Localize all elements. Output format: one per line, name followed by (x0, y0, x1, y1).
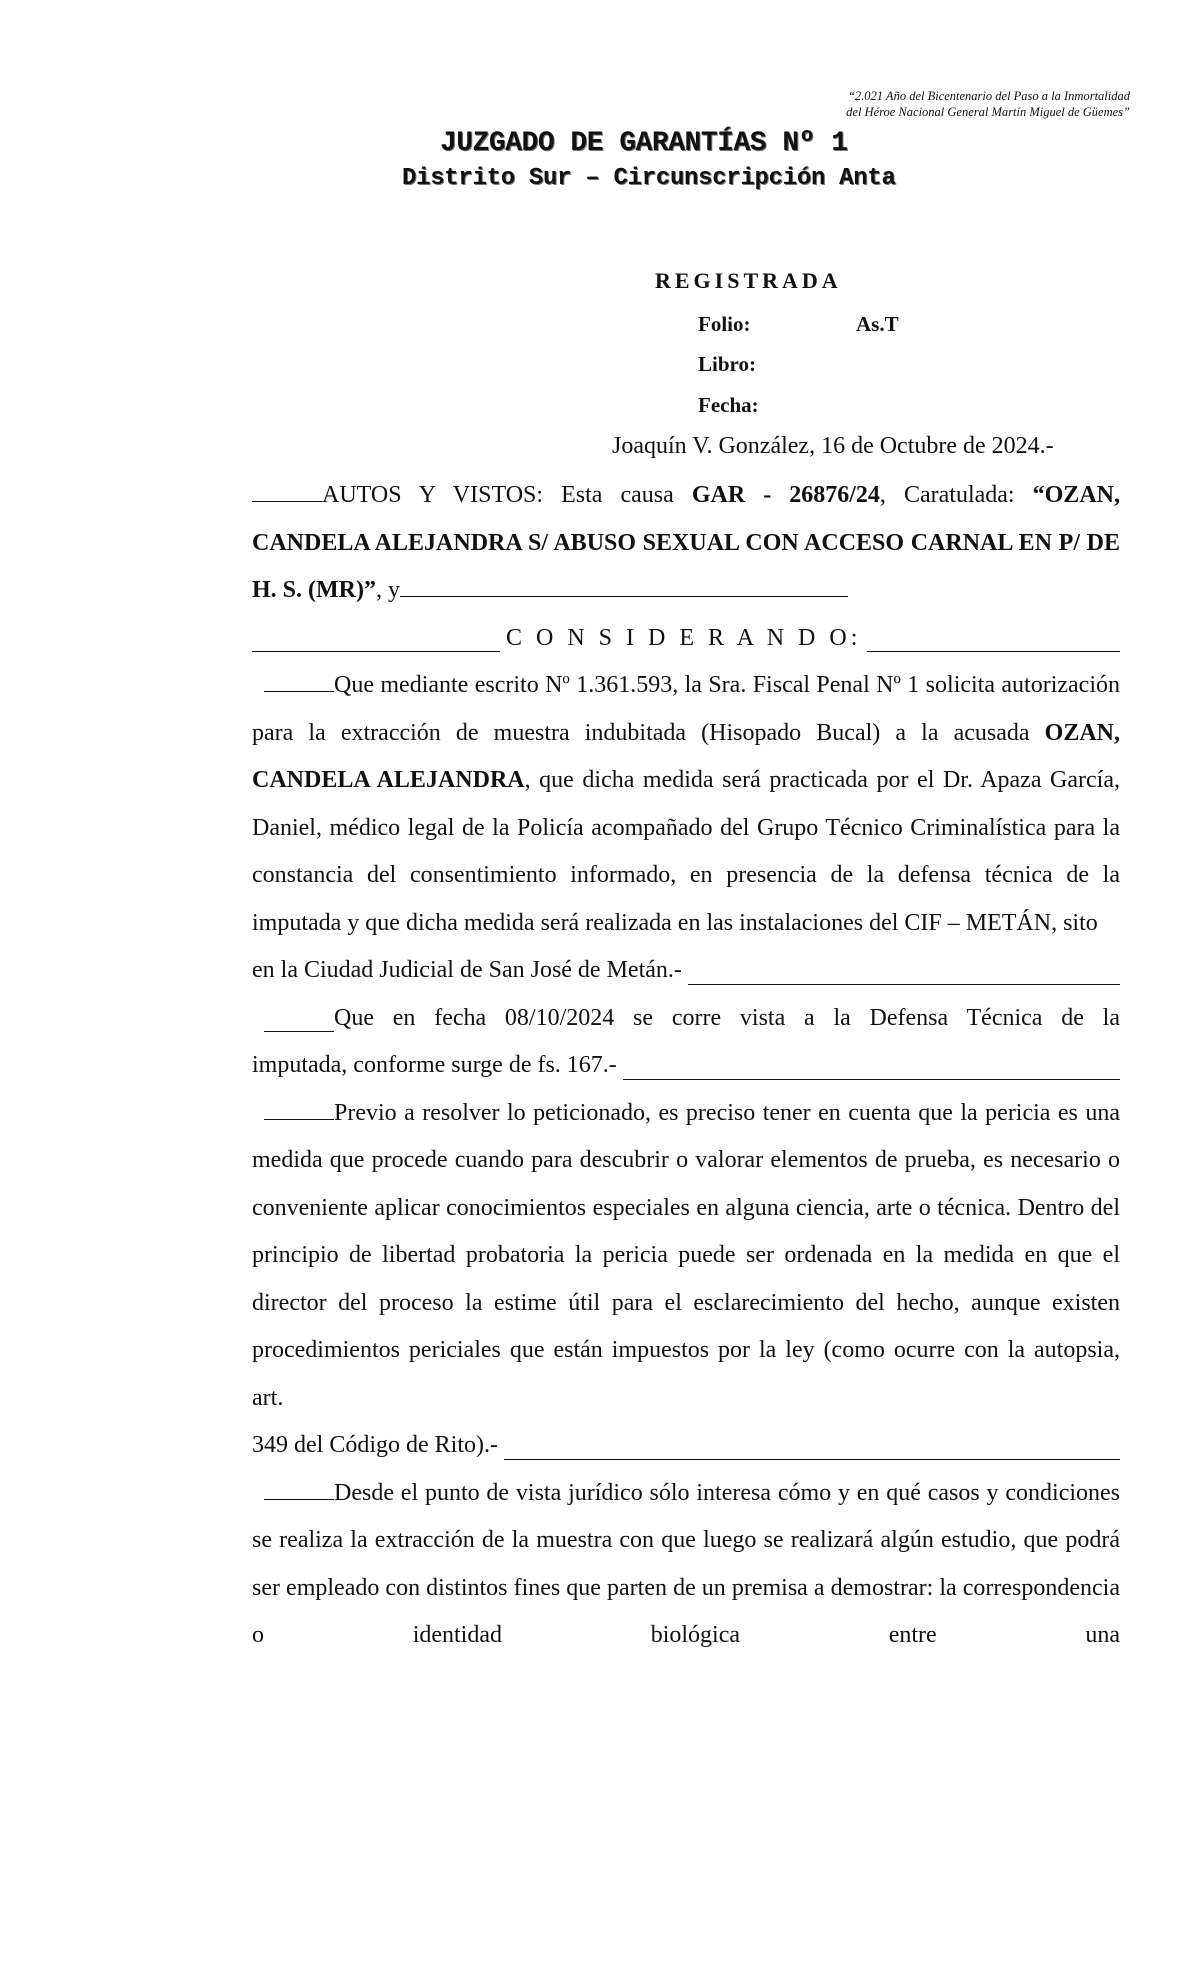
fill-line (264, 671, 334, 692)
fill-line (504, 1439, 1120, 1460)
autos-paragraph: AUTOS Y VISTOS: Esta causa GAR - 26876/24, Caratulada: “OZAN, CANDELA ALEJANDRA S/ ABUSO SEXUAL CON ACCESO CARNAL EN P/ DE H. S. (MR)”, y (252, 482, 1120, 603)
considerando-heading (252, 615, 1120, 663)
paragraph-2-last-line: imputada, conforme surge de fs. 167.- (252, 1042, 1120, 1090)
paragraph-1-last-line: en la Ciudad Judicial de San José de Metán.- (252, 947, 1120, 995)
registry-fecha (698, 393, 759, 418)
folio-value: As.T (856, 312, 899, 336)
fill-line (400, 576, 848, 597)
court-title: JUZGADO DE GARANTÍAS Nº 1 (440, 128, 848, 159)
fill-line (252, 631, 500, 652)
fill-line (264, 1011, 334, 1032)
libro-label: Libro: (698, 352, 756, 376)
registry-folio (698, 312, 899, 337)
document-body (252, 472, 1120, 1660)
fill-line (688, 964, 1120, 985)
accused-name: OZAN, CANDELA ALEJANDRA (252, 719, 1120, 793)
motto (700, 88, 1130, 120)
case-caption: “OZAN, CANDELA ALEJANDRA S/ ABUSO SEXUAL CON ACCESO CARNAL EN P/ DE H. S. (MR)” (252, 482, 1120, 603)
fecha-label: Fecha: (698, 393, 759, 417)
folio-label: Folio: (698, 312, 751, 336)
court-subtitle: Distrito Sur – Circunscripción Anta (402, 165, 896, 192)
fill-line (264, 1099, 334, 1120)
case-number: GAR - 26876/24 (691, 482, 880, 508)
fill-line (867, 631, 1120, 652)
fill-line (252, 481, 322, 502)
date-line: Joaquín V. González, 16 de Octubre de 2024.- (612, 433, 1054, 459)
motto-line-2: del Héroe Nacional General Martín Miguel de Güemes” (846, 105, 1130, 119)
paragraph-1: Que mediante escrito Nº 1.361.593, la Sra. Fiscal Penal Nº 1 solicita autorización para la extracción de muestra indubitada (Hisopado Bucal) a la acusada OZAN, CANDELA ALEJANDRA, que dicha medida será practicada por el Dr. Apaza García, Daniel, médico legal de la Policía acompañado del Grupo Técnico Criminalística para la constancia del consentimiento informado, en presencia de la defensa técnica de la imputada y que dicha medida será realizada en las instalaciones del CIF – METÁN, sito (252, 672, 1120, 936)
fill-line (264, 1479, 334, 1500)
paragraph-3-last-line: 349 del Código de Rito).- (252, 1422, 1120, 1470)
fill-line (623, 1059, 1120, 1080)
paragraph-4: Desde el punto de vista jurídico sólo interesa cómo y en qué casos y condiciones se realiza la extracción de la muestra con que luego se realizará algún estudio, que podrá ser empleado con distintos fines que parten de un premisa a demostrar: la correspondencia o identidad biológica entre una (252, 1479, 1120, 1648)
motto-line-1: “2.021 Año del Bicentenario del Paso a la Inmortalidad (847, 89, 1130, 103)
registry-title: REGISTRADA (655, 268, 842, 293)
considerando-label: C O N S I D E R A N D O: (506, 624, 862, 651)
paragraph-2: Que en fecha 08/10/2024 se corre vista a la Defensa Técnica de la (252, 995, 1120, 1043)
paragraph-3: Previo a resolver lo peticionado, es preciso tener en cuenta que la pericia es una medida que procede cuando para descubrir o valorar elementos de prueba, es necesario o conveniente aplicar conocimientos especiales en alguna ciencia, arte o técnica. Dentro del principio de libertad probatoria la pericia puede ser ordenada en la medida en que el director del proceso la estime útil para el esclarecimiento del hecho, aunque existen procedimientos periciales que están impuestos por la ley (como ocurre con la autopsia, art. (252, 1099, 1120, 1411)
registry-libro (698, 352, 756, 377)
